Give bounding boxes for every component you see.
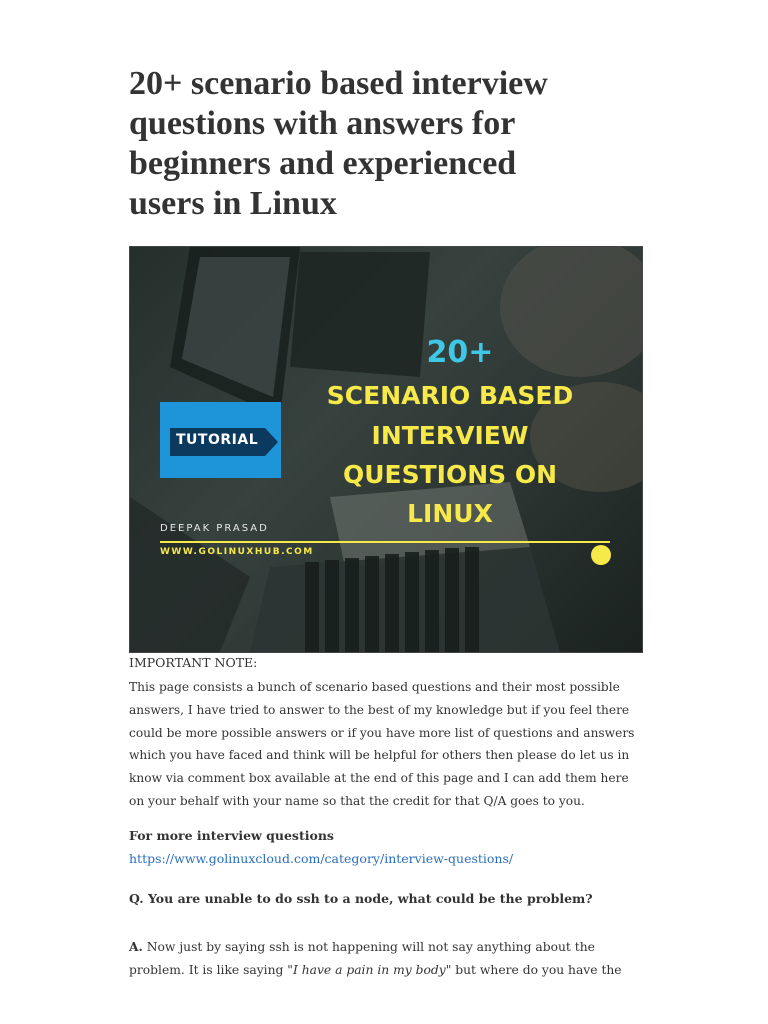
answer-text: Now just by saying ssh is not happening will not say anything about the: [142, 940, 595, 954]
hero-headline-line: QUESTIONS ON: [342, 460, 558, 489]
hero-logo-icon: [591, 545, 611, 565]
more-questions-heading: For more interview questions: [129, 828, 334, 843]
note-paragraph: [129, 676, 649, 813]
answer-text: " but where do you have the: [445, 963, 622, 977]
answer-text: problem. It is like saying ": [129, 963, 293, 977]
hero-author: DEEPAK PRASAD: [160, 523, 269, 534]
answer-line: [129, 935, 649, 959]
title-line: beginners and experienced: [129, 145, 517, 182]
paragraph-line: answers, I have tried to answer to the best of my knowledge but if you feel there: [129, 702, 630, 717]
hero-site-url: WWW.GOLINUXHUB.COM: [160, 547, 314, 557]
tutorial-label: TUTORIAL: [176, 432, 259, 448]
paragraph-line: This page consists a bunch of scenario based questions and their most possible: [129, 680, 620, 694]
hero-headline-line: INTERVIEW: [371, 421, 529, 450]
title-line: questions with answers for: [129, 105, 516, 142]
hero-headline-line: LINUX: [407, 499, 493, 528]
tutorial-badge: [160, 402, 281, 478]
article-title: [129, 64, 689, 224]
answer-italic-quote: I have a pain in my body: [292, 963, 446, 977]
paragraph-line: on your behalf with your name so that the credit for that Q/A goes to you.: [129, 793, 585, 808]
paragraph-line: which you have faced and think will be helpful for others then please do let us in: [129, 748, 630, 763]
answer-label: A.: [129, 939, 143, 954]
interview-questions-link[interactable]: https://www.golinuxcloud.com/category/interview-questions/: [129, 851, 514, 866]
answer-paragraph: [129, 935, 649, 982]
note-heading: IMPORTANT NOTE:: [129, 655, 258, 670]
hero-number: 20+: [426, 335, 494, 370]
title-line: 20+ scenario based interview: [129, 65, 548, 102]
title-line: users in Linux: [129, 185, 337, 222]
paragraph-line: could be more possible answers or if you have more list of questions and answers: [129, 725, 635, 740]
paragraph-line: know via comment box available at the end of this page and I can add them here: [129, 771, 629, 786]
question-heading: Q. You are unable to do ssh to a node, what could be the problem?: [129, 891, 593, 906]
hero-image: [129, 246, 643, 653]
answer-line: [129, 959, 649, 982]
hero-headline-line: SCENARIO BASED: [326, 381, 574, 410]
hero-divider: [160, 541, 610, 543]
